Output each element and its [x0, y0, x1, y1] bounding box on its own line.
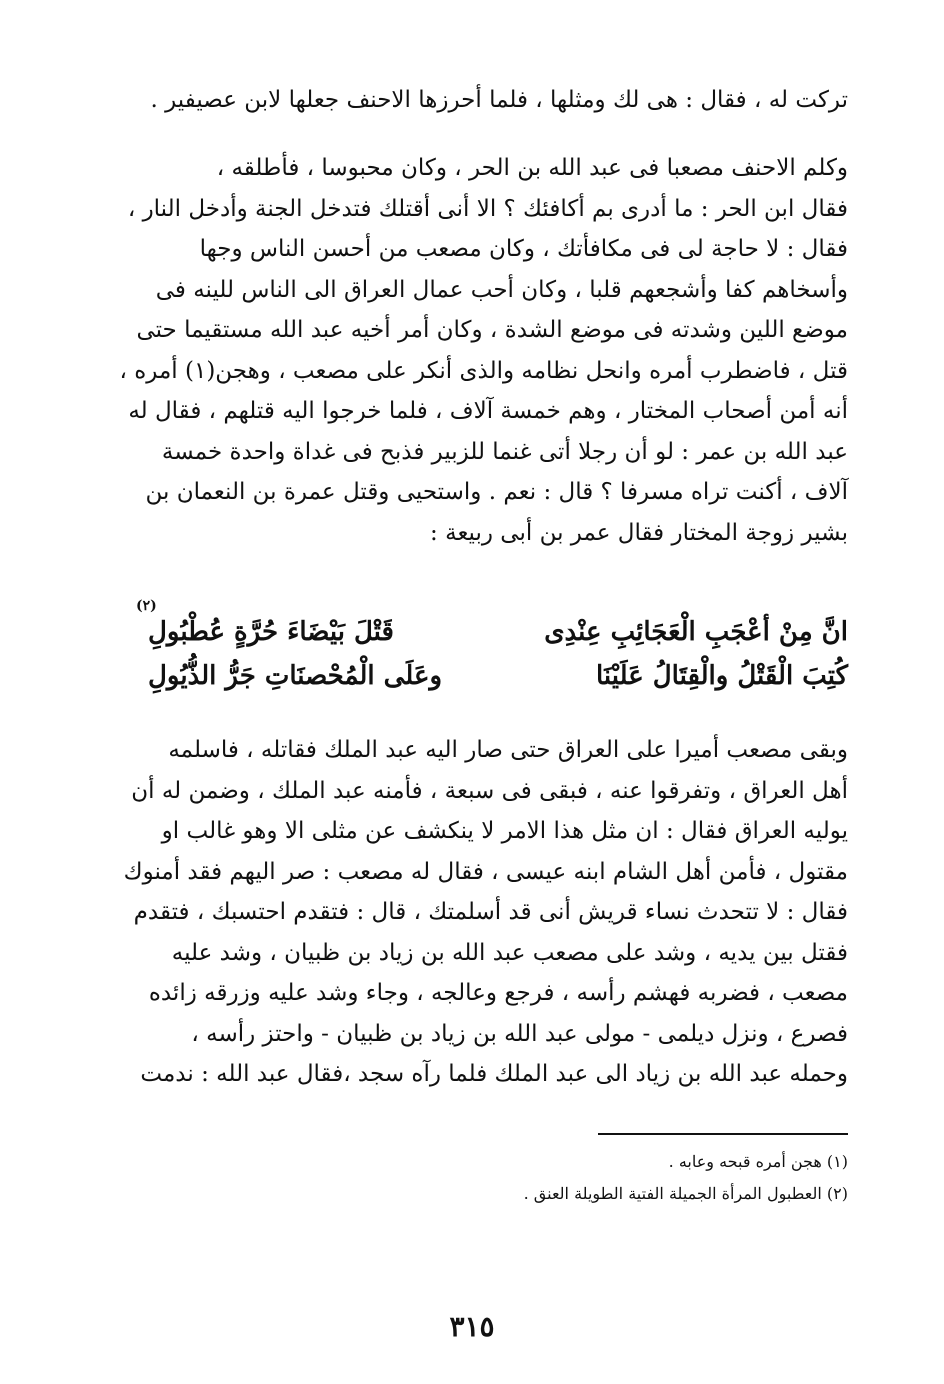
- text-line: فصرع ، ونزل ديلمى - مولى عبد الله بن زياد بن ظبيان - واحتز رأسه ،: [191, 1020, 848, 1047]
- text-line: تركت له ، فقال : هى لك ومثلها ، فلما أحرزها الاحنف جعلها لابن عصيفير .: [150, 87, 848, 113]
- text-line: فقال : لا تتحدث نساء قريش أنى قد أسلمتك ، قال : فتقدم احتسبك ، فتقدم: [133, 899, 848, 925]
- text-line: يوليه العراق فقال : ان مثل هذا الامر لا ينكشف عن مثلى الا وهو غالب او: [161, 818, 848, 844]
- verse-line-2: [148, 654, 848, 698]
- text-line: وبقى مصعب أميرا على العراق حتى صار اليه عبد الملك فقاتله ، فاسلمه: [168, 737, 848, 763]
- footnote-divider: [598, 1133, 848, 1135]
- paragraph-1: [148, 80, 848, 121]
- verse-footnote-marker: (٢): [136, 598, 157, 614]
- text-line: وأسخاهم كفا وأشجعهم قلبا ، وكان أحب عمال العراق الى الناس للينه فى: [155, 276, 848, 303]
- verse-hemistich-second: وعَلَى الْمُحْصنَاتِ جَرُّ الذُّيُولِ: [148, 661, 443, 691]
- verse-hemistich-second: قَتْلَ بَيْضَاءَ حُرَّةٍ عُطْبُولِ: [148, 617, 394, 647]
- footnote-1: (١) هجن أمره قبحه وعابه .: [668, 1152, 848, 1171]
- verse-hemistich-first: انَّ مِنْ أعْجَبِ الْعَجَائِبِ عِنْدِى: [544, 617, 848, 647]
- text-line: وحمله عبد الله بن زياد الى عبد الملك فلما رآه سجد ،فقال عبد الله : ندمت: [140, 1061, 848, 1087]
- text-line: فقال : لا حاجة لى فى مكافأتك ، وكان مصعب من أحسن الناس وجها: [199, 236, 848, 262]
- text-line: وكلم الاحنف مصعبا فى عبد الله بن الحر ، وكان محبوسا ، فأطلقه ،: [216, 155, 848, 181]
- verse-line-1: [148, 610, 848, 654]
- text-line: آلاف ، أكنت تراه مسرفا ؟ قال : نعم . واستحيى وقتل عمرة بن النعمان بن: [145, 479, 848, 505]
- text-line: عبد الله بن عمر : لو أن رجلا أتى غنما للزبير فذبح فى غداة واحدة خمسة: [161, 438, 848, 465]
- paragraph-2: [119, 148, 848, 553]
- text-line: فقتل بين يديه ، وشد على مصعب عبد الله بن زياد بن ظبيان ، وشد عليه: [171, 939, 848, 966]
- footnotes: [148, 1146, 848, 1210]
- paragraph-3: [123, 730, 848, 1095]
- text-line: مقتول ، فأمن أهل الشام ابنه عيسى ، فقال له مصعب : صر اليهم فقد أمنوك: [123, 858, 848, 885]
- verse-hemistich-first: كُتِبَ الْقَتْلُ والْقِتَالُ عَلَيْنَا: [596, 661, 848, 691]
- text-line: قتل ، فاضطرب أمره وانحل نظامه والذى أنكر على مصعب ، وهجن(١) أمره ،: [119, 357, 848, 384]
- page-number: ٣١٥: [449, 1310, 495, 1343]
- text-line: مصعب ، فضربه فهشم رأسه ، فرجع وعالجه ، وجاء وشد عليه وزرقه زائده: [148, 980, 848, 1006]
- footnote-2: (٢) العطبول المرأة الجميلة الفتية الطويلة العنق .: [523, 1184, 848, 1203]
- text-line: أهل العراق ، وتفرقوا عنه ، فبقى فى سبعة ، فأمنه عبد الملك ، وضمن له أن: [131, 777, 848, 804]
- text-line: فقال ابن الحر : ما أدرى بم أكافئك ؟ الا أنى أقتلك فتدخل الجنة وأدخل النار ،: [127, 195, 848, 222]
- poem-verse: [148, 610, 848, 698]
- text-line: بشير زوجة المختار فقال عمر بن أبى ربيعة :: [430, 519, 848, 546]
- text-line: موضع اللين وشدته فى موضع الشدة ، وكان أمر أخيه عبد الله مستقيما حتى: [136, 317, 848, 343]
- text-line: أنه أمن أصحاب المختار ، وهم خمسة آلاف ، فلما خرجوا اليه قتلهم ، فقال له: [128, 398, 848, 424]
